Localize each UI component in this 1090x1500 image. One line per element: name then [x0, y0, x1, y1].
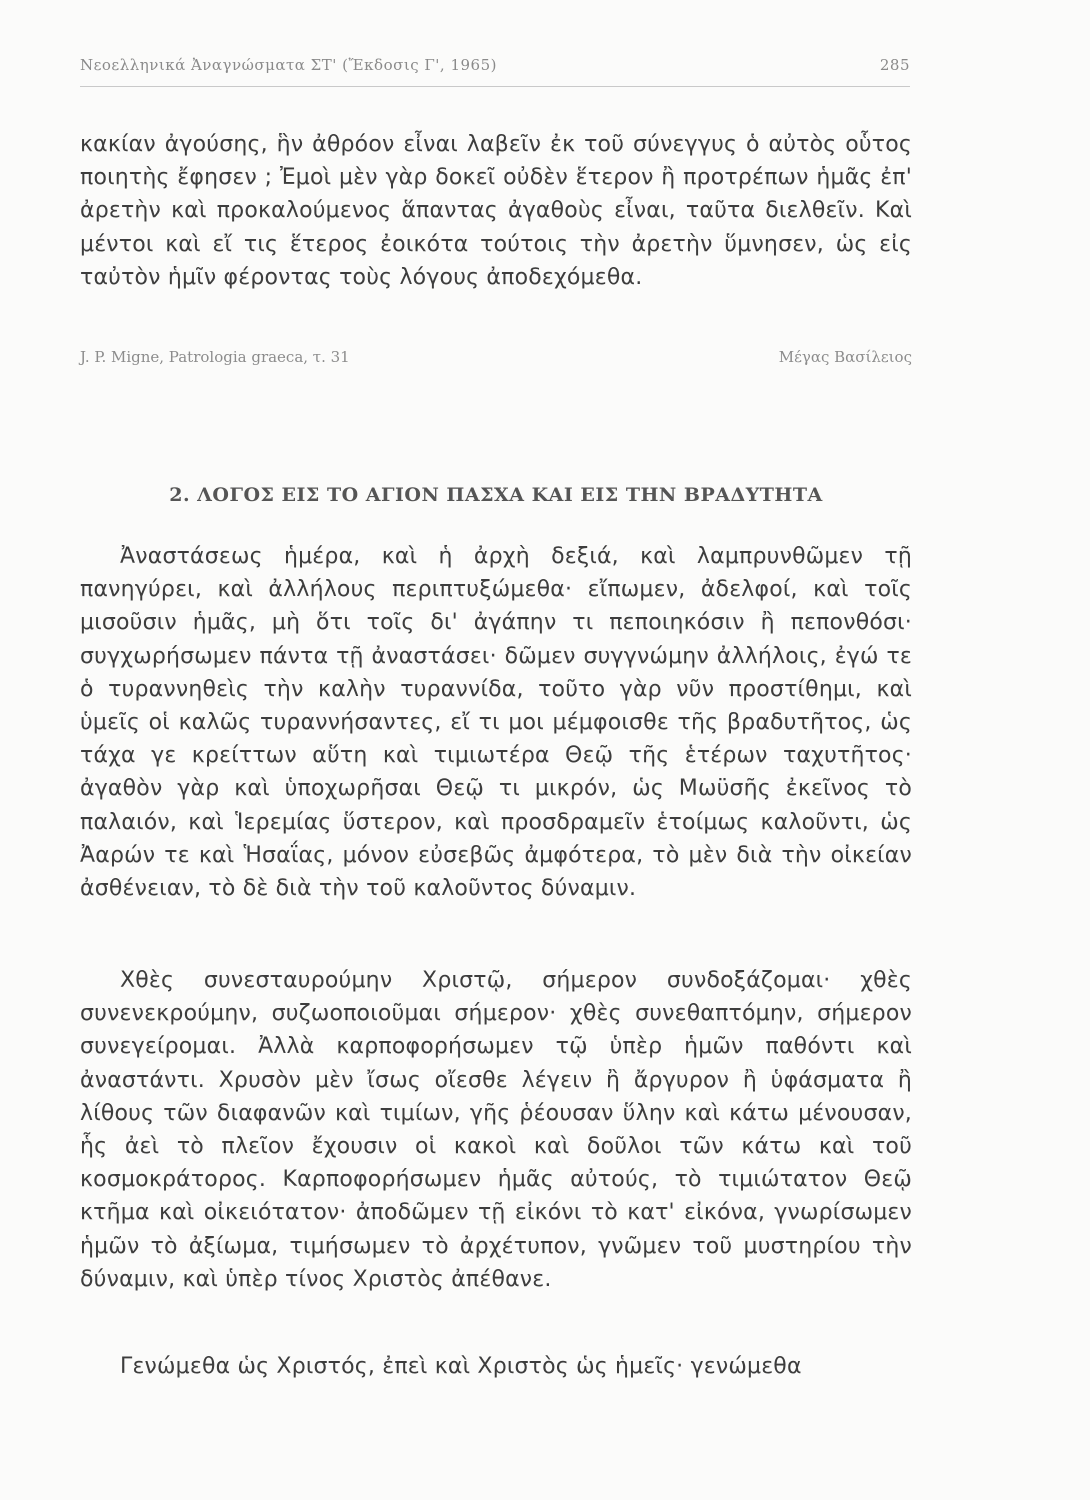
- intro-block: [80, 128, 912, 294]
- section-paragraph: Χθὲς συνεσταυρούμην Χριστῷ, σήμερον συνδοξάζομαι· χθὲς συνενεκρούμην, συζωοποιοῦμαι σήμερον· χθὲς συνεθαπτόμην, σήμερον συνεγείρομαι. Ἀλλὰ καρποφορήσωμεν τῷ ὑπὲρ ἡμῶν παθόντι καὶ ἀναστάντι. Χρυσὸν μὲν ἴσως οἴεσθε λέγειν ἢ ἄργυρον ἢ ὑφάσματα ἢ λίθους τῶν διαφανῶν καὶ τιμίων, γῆς ῥέουσαν ὕλην καὶ κάτω μένουσαν, ἧς ἀεὶ τὸ πλεῖον ἔχουσιν οἱ κακοὶ καὶ δοῦλοι τῶν κάτω καὶ τοῦ κοσμοκράτορος. Καρποφορήσωμεν ἡμᾶς αὐτούς, τὸ τιμιώτατον Θεῷ κτῆμα καὶ οἰκειότατον· ἀποδῶμεν τῇ εἰκόνι τὸ κατ' εἰκόνα, γνωρίσωμεν ἡμῶν τὸ ἀξίωμα, τιμήσωμεν τὸ ἀρχέτυπον, γνῶμεν τοῦ μυστηρίου τὴν δύναμιν, καὶ ὑπὲρ τίνος Χριστὸς ἀπέθανε.: [80, 968, 912, 1292]
- page-number: 285: [879, 56, 910, 74]
- intro-paragraph: κακίαν ἀγούσης, ἣν ἀθρόον εἶναι λαβεῖν ἐκ τοῦ σύνεγγυς ὁ αὐτὸς οὗτος ποιητὴς ἔφησεν ; Ἐμοὶ μὲν γὰρ δοκεῖ οὐδὲν ἕτερον ἢ προτρέπων ἡμᾶς ἐπ' ἀρετὴν καὶ προκαλούμενος ἅπαντας ἀγαθοὺς εἶναι, ταῦτα διελθεῖν. Καὶ μέντοι καὶ εἴ τις ἕτερος ἐοικότα τούτοις τὴν ἀρετὴν ὕμνησεν, ὡς εἰς ταὐτὸν ἡμῖν φέροντας τοὺς λόγους ἀποδεχόμεθα.: [80, 132, 912, 290]
- citation-author: Μέγας Βασίλειος: [778, 348, 912, 366]
- section-title: 2. ΛΟΓΟΣ ΕΙΣ ΤΟ ΑΓΙΟΝ ΠΑΣΧΑ ΚΑΙ ΕΙΣ ΤΗΝ ΒΡΑΔΥΤΗΤΑ: [169, 484, 823, 506]
- section-body-2: [80, 964, 912, 1296]
- section-body: [80, 540, 912, 905]
- citation: [80, 348, 912, 366]
- section-body-3: [80, 1350, 912, 1383]
- header-divider: [80, 86, 910, 87]
- citation-source: J. P. Migne, Patrologia graeca, τ. 31: [80, 348, 350, 366]
- page-header: [80, 56, 910, 74]
- running-title: Νεοελληνικά Ἀναγνώσματα ΣΤ' (Ἔκδοσις Γ', 1965): [80, 56, 497, 74]
- section-paragraph: Ἀναστάσεως ἡμέρα, καὶ ἡ ἀρχὴ δεξιά, καὶ λαμπρυνθῶμεν τῇ πανηγύρει, καὶ ἀλλήλους περιπτυξώμεθα· εἴπωμεν, ἀδελφοί, καὶ τοῖς μισοῦσιν ἡμᾶς, μὴ ὅτι τοῖς δι' ἀγάπην τι πεποιηκόσιν ἢ πεπονθόσι· συγχωρήσωμεν πάντα τῇ ἀναστάσει· δῶμεν συγγνώμην ἀλλήλοις, ἐγώ τε ὁ τυραννηθεὶς τὴν καλὴν τυραννίδα, τοῦτο γὰρ νῦν προστίθημι, καὶ ὑμεῖς οἱ καλῶς τυραννήσαντες, εἴ τι μοι μέμφοισθε τῆς βραδυτῆτος, ὡς τάχα γε κρείττων αὕτη καὶ τιμιωτέρα Θεῷ τῆς ἑτέρων ταχυτῆτος· ἀγαθὸν γὰρ καὶ ὑποχωρῆσαι Θεῷ τι μικρόν, ὡς Μωϋσῆς ἐκεῖνος τὸ παλαιόν, καὶ Ἱερεμίας ὕστερον, καὶ προσδραμεῖν ἑτοίμως καλοῦντι, ὡς Ἀαρών τε καὶ Ἡσαΐας, μόνον εὐσεβῶς ἀμφότερα, τὸ μὲν διὰ τὴν οἰκείαν ἀσθένειαν, τὸ δὲ διὰ τὴν τοῦ καλοῦντος δύναμιν.: [80, 544, 912, 902]
- section-paragraph: Γενώμεθα ὡς Χριστός, ἐπεὶ καὶ Χριστὸς ὡς ἡμεῖς· γενώμεθα: [120, 1354, 802, 1379]
